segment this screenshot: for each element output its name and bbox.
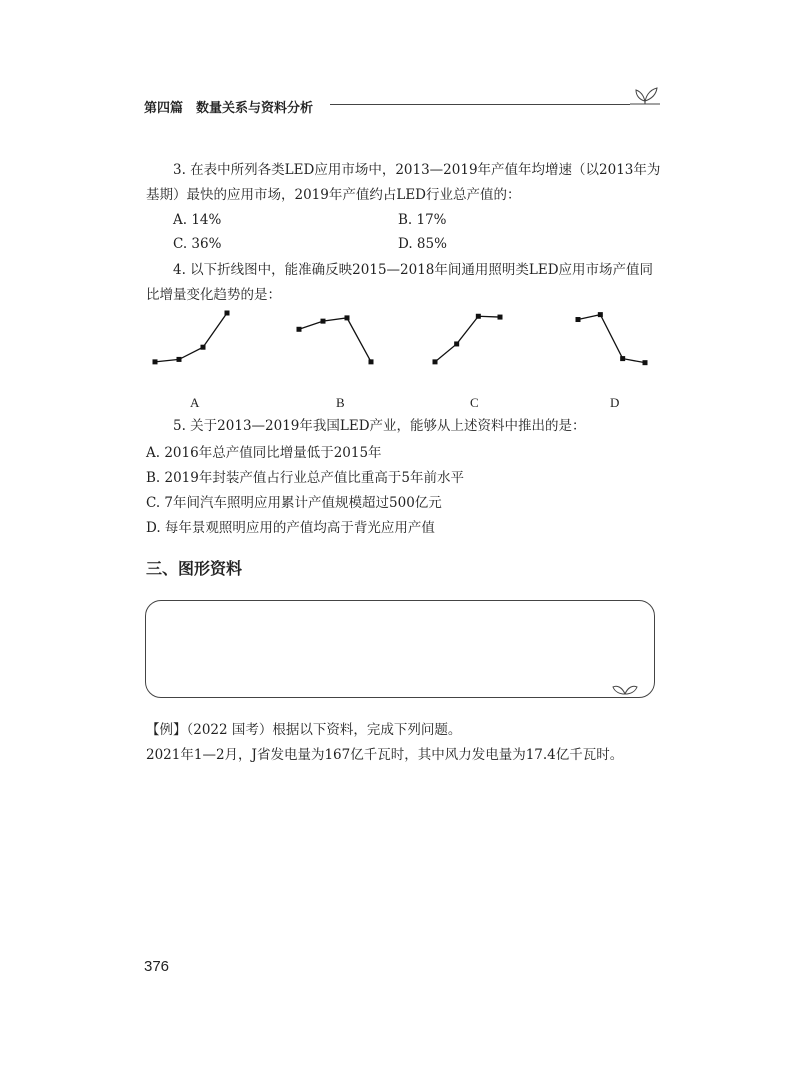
data-point-a-4 bbox=[225, 311, 230, 316]
chart-label-c: C bbox=[470, 395, 479, 410]
q5-option-d: D. 每年景观照明应用的产值均高于背光应用产值 bbox=[146, 520, 435, 536]
data-point-c-2 bbox=[454, 341, 459, 346]
example-line2: 2021年1—2月，J省发电量为167亿千瓦时，其中风力发电量为17.4亿千瓦时。 bbox=[146, 747, 624, 763]
section-title: 三、图形资料 bbox=[146, 559, 243, 578]
data-point-a-2 bbox=[177, 357, 182, 362]
q3-option-d: D. 85% bbox=[398, 236, 447, 252]
data-point-d-2 bbox=[598, 312, 603, 317]
series-line-c bbox=[435, 316, 500, 362]
page-number: 376 bbox=[144, 958, 170, 975]
leaf-icon bbox=[612, 682, 638, 696]
q5-option-c: C. 7年间汽车照明应用累计产值规模超过500亿元 bbox=[146, 495, 442, 511]
data-point-b-1 bbox=[297, 327, 302, 332]
data-point-c-3 bbox=[476, 314, 481, 319]
chart-label-d: D bbox=[610, 395, 620, 410]
data-point-d-3 bbox=[620, 356, 625, 361]
example-line1: 【例】（2022 国考）根据以下资料，完成下列问题。 bbox=[146, 722, 462, 738]
q4-line2: 比增量变化趋势的是： bbox=[146, 287, 281, 303]
data-point-b-4 bbox=[369, 359, 374, 364]
data-point-d-4 bbox=[643, 360, 648, 365]
q3-option-b: B. 17% bbox=[398, 212, 447, 228]
chart-label-a: A bbox=[190, 395, 200, 410]
line-chart-options bbox=[0, 0, 800, 420]
q3-line1: 3. 在表中所列各类LED应用市场中，2013—2019年产值年均增速（以2013年为 bbox=[173, 162, 661, 178]
note-box bbox=[145, 600, 655, 698]
data-point-b-2 bbox=[321, 319, 326, 324]
q5-option-a: A. 2016年总产值同比增量低于2015年 bbox=[146, 445, 382, 461]
q3-line2: 基期）最快的应用市场，2019年产值约占LED行业总产值的： bbox=[146, 187, 521, 203]
data-point-b-3 bbox=[345, 315, 350, 320]
data-point-c-1 bbox=[433, 359, 438, 364]
q3-option-a: A. 14% bbox=[173, 212, 222, 228]
q5-option-b: B. 2019年封装产值占行业总产值比重高于5年前水平 bbox=[146, 470, 464, 486]
series-line-b bbox=[299, 318, 371, 362]
data-point-c-4 bbox=[498, 315, 503, 320]
series-line-a bbox=[155, 313, 227, 362]
q5-line1: 5. 关于2013—2019年我国LED产业，能够从上述资料中推出的是： bbox=[173, 418, 586, 434]
data-point-a-1 bbox=[153, 359, 158, 364]
chart-label-b: B bbox=[336, 395, 345, 410]
q4-line1: 4. 以下折线图中，能准确反映2015—2018年间通用照明类LED应用市场产值同 bbox=[173, 262, 654, 278]
data-point-d-1 bbox=[576, 317, 581, 322]
data-point-a-3 bbox=[201, 345, 206, 350]
chapter-header: 第四篇 数量关系与资料分析 bbox=[144, 101, 314, 116]
series-line-d bbox=[578, 315, 645, 363]
q3-option-c: C. 36% bbox=[173, 236, 222, 252]
